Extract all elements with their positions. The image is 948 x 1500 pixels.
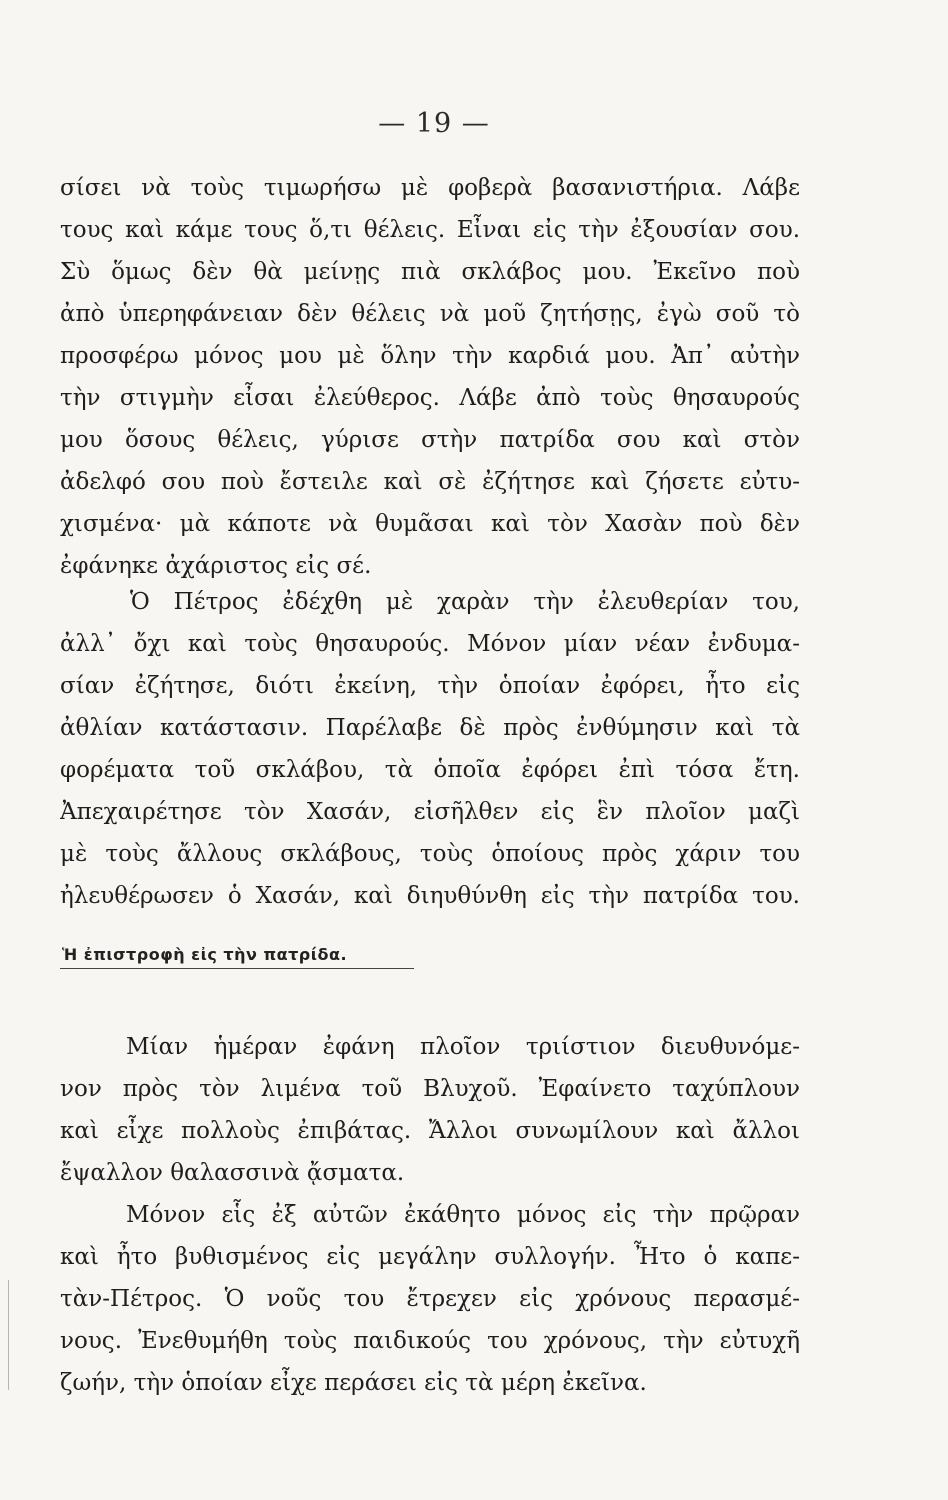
text-line: μὲ τοὺς ἄλλους σκλάβους, τοὺς ὁποίους πρὸς χάριν του <box>60 841 800 867</box>
text-line: φορέματα τοῦ σκλάβου, τὰ ὁποῖα ἐφόρει ἐπὶ τόσα ἔτη. <box>60 757 800 783</box>
text-line: καὶ ἦτο βυθισμένος εἰς μεγάλην συλλογήν. Ἦτο ὁ καπε- <box>60 1244 800 1270</box>
text-line: χισμένα· μὰ κάποτε νὰ θυμᾶσαι καὶ τὸν Χασὰν ποὺ δὲν <box>60 511 800 537</box>
text-line: Ὁ Πέτρος ἐδέχθη μὲ χαρὰν τὴν ἐλευθερίαν του, <box>130 589 800 615</box>
text-line: ἠλευθέρωσεν ὁ Χασάν, καὶ διηυθύνθη εἰς τὴν πατρίδα του. <box>60 883 800 909</box>
text-line: Μόνον εἷς ἐξ αὐτῶν ἐκάθητο μόνος εἰς τὴν πρῷραν <box>126 1202 800 1228</box>
text-line: προσφέρω μόνος μου μὲ ὅλην τὴν καρδιά μου. Ἀπ᾿ αὐτὴν <box>60 343 800 369</box>
section-heading: Ἡ ἐπιστροφὴ εἰς τὴν πατρίδα. <box>62 945 348 964</box>
text-line: νους. Ἐνεθυμήθη τοὺς παιδικούς του χρόνους, τὴν εὐτυχῆ <box>60 1328 800 1354</box>
text-line: Μίαν ἡμέραν ἐφάνη πλοῖον τριίστιον διευθυνόμε- <box>126 1034 800 1060</box>
text-line: τὰν-Πέτρος. Ὁ νοῦς του ἔτρεχεν εἰς χρόνους περασμέ- <box>60 1286 800 1312</box>
text-line: νον πρὸς τὸν λιμένα τοῦ Βλυχοῦ. Ἐφαίνετο ταχύπλουν <box>60 1076 800 1102</box>
text-line: καὶ εἶχε πολλοὺς ἐπιβάτας. Ἄλλοι συνωμίλουν καὶ ἄλλοι <box>60 1118 800 1144</box>
text-line: τὴν στιγμὴν εἶσαι ἐλεύθερος. Λάβε ἀπὸ τοὺς θησαυρούς <box>60 385 800 411</box>
page-margin-mark <box>8 1280 9 1390</box>
text-line: Ἀπεχαιρέτησε τὸν Χασάν, εἰσῆλθεν εἰς ἓν πλοῖον μαζὶ <box>60 799 800 825</box>
text-line: ἀθλίαν κατάστασιν. Παρέλαβε δὲ πρὸς ἐνθύμησιν καὶ τὰ <box>60 715 800 741</box>
text-line: σίαν ἐζήτησε, διότι ἐκείνη, τὴν ὁποίαν ἐφόρει, ἦτο εἰς <box>60 673 800 699</box>
text-line: ἐφάνηκε ἀχάριστος εἰς σέ. <box>60 553 372 579</box>
text-line: ἀπὸ ὑπερηφάνειαν δὲν θέλεις νὰ μοῦ ζητήσῃς, ἐγὼ σοῦ τὸ <box>60 301 800 327</box>
text-line: ἀδελφό σου ποὺ ἔστειλε καὶ σὲ ἐζήτησε καὶ ζήσετε εὐτυ- <box>60 469 800 495</box>
text-line: τους καὶ κάμε τους ὅ,τι θέλεις. Εἶναι εἰς τὴν ἐξουσίαν σου. <box>60 217 800 243</box>
page-number: — 19 — <box>378 108 490 139</box>
text-line: Σὺ ὅμως δὲν θὰ μείνῃς πιὰ σκλάβος μου. Ἐκεῖνο ποὺ <box>60 259 800 285</box>
text-line: ζωήν, τὴν ὁποίαν εἶχε περάσει εἰς τὰ μέρη ἐκεῖνα. <box>60 1370 647 1396</box>
text-line: σίσει νὰ τοὺς τιμωρήσω μὲ φοβερὰ βασανιστήρια. Λάβε <box>60 175 800 201</box>
text-line: ἔψαλλον θαλασσινὰ ᾄσματα. <box>60 1160 405 1186</box>
heading-underline <box>60 968 414 969</box>
text-line: μου ὅσους θέλεις, γύρισε στὴν πατρίδα σου καὶ στὸν <box>60 427 800 453</box>
text-line: ἀλλ᾿ ὄχι καὶ τοὺς θησαυρούς. Μόνον μίαν νέαν ἐνδυμα- <box>60 631 800 657</box>
